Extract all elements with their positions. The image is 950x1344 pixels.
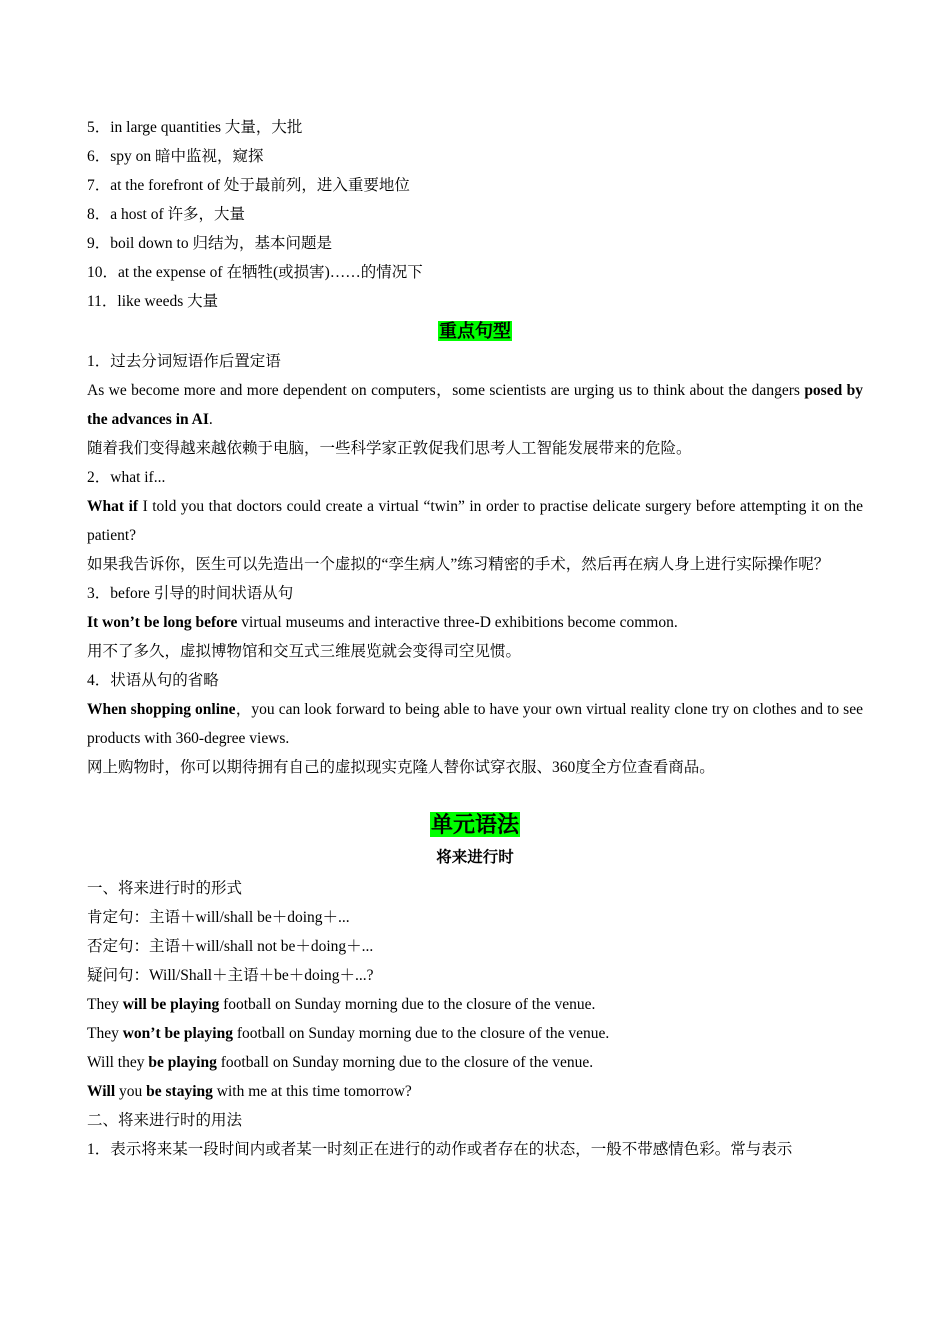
phrase-item: 7．at the forefront of 处于最前列，进入重要地位 (87, 177, 410, 194)
example-text: virtual museums and interactive three-D exhibitions become common. (237, 614, 678, 631)
example-text: I told you that doctors could create a virtual “twin” in order to practise delicate surgery before attempting it on the patient? (87, 498, 863, 544)
phrase-item: 6．spy on 暗中监视，窥探 (87, 148, 264, 165)
grammar-example (87, 1077, 863, 1106)
section-spacer (87, 782, 863, 808)
example-bold: Will (87, 1083, 116, 1100)
key-sentences-heading-text: 重点句型 (439, 321, 511, 341)
sentence-example-zh: 网上购物时，你可以期待拥有自己的虚拟现实克隆人替你试穿衣服、360度全方位查看商品。 (87, 759, 715, 776)
example-text: football on Sunday morning due to the closure of the venue. (216, 1054, 594, 1071)
sentence-example-en (87, 608, 863, 637)
grammar-subheading: 将来进行时 (436, 849, 514, 866)
phrase-item: 5．in large quantities 大量，大批 (87, 119, 303, 136)
grammar-form-negative: 否定句：主语＋will/shall not be＋doing＋... (87, 938, 374, 955)
example-bold: be playing (148, 1054, 217, 1071)
grammar-heading-text: 单元语法 (430, 812, 519, 837)
grammar-form-question: 疑问句：Will/Shall＋主语＋be＋doing＋...? (87, 967, 374, 984)
phrase-item: 11．like weeds 大量 (87, 293, 219, 310)
example-text: As we become more and more dependent on computers，some scientists are urging us to think about the dangers (87, 382, 805, 399)
example-bold: It won’t be long before (87, 614, 238, 631)
grammar-heading (87, 808, 863, 842)
example-bold: be staying (146, 1083, 213, 1100)
sentence-example-zh: 如果我告诉你，医生可以先造出一个虚拟的“孪生病人”练习精密的手术，然后再在病人身上进行实际操作呢？ (87, 556, 830, 573)
grammar-example (87, 1048, 863, 1077)
example-text: They (87, 1025, 123, 1042)
grammar-form-affirmative: 肯定句：主语＋will/shall be＋doing＋... (87, 909, 350, 926)
sentence-example-en (87, 376, 863, 434)
example-text: ，you can look forward to being able to have your own virtual reality clone try on clothes and to see products with 360-degree views. (87, 701, 863, 747)
grammar-usage-item: 1．表示将来某一段时间内或者某一时刻正在进行的动作或者存在的状态，一般不带感情色彩。常与表示 (87, 1141, 793, 1158)
sentence-example-zh: 用不了多久，虚拟博物馆和交互式三维展览就会变得司空见惯。 (87, 643, 522, 660)
example-bold: posed by the advances in AI (87, 382, 863, 428)
grammar-form-title: 一、将来进行时的形式 (87, 880, 243, 897)
example-bold: When shopping online (87, 701, 236, 718)
page-content (87, 113, 863, 1164)
grammar-example (87, 990, 863, 1019)
example-text: football on Sunday morning due to the closure of the venue. (232, 1025, 610, 1042)
grammar-example (87, 1019, 863, 1048)
example-bold: What if (87, 498, 139, 515)
example-text: you (115, 1083, 147, 1100)
example-text: Will they (87, 1054, 149, 1071)
key-sentences-heading (87, 316, 863, 347)
sentence-title: 4．状语从句的省略 (87, 672, 219, 689)
phrase-item: 9．boil down to 归结为，基本问题是 (87, 235, 332, 252)
example-text: . (208, 411, 213, 428)
sentence-title: 1．过去分词短语作后置定语 (87, 353, 281, 370)
phrase-item: 8．a host of 许多，大量 (87, 206, 246, 223)
sentence-example-zh: 随着我们变得越来越依赖于电脑，一些科学家正敦促我们思考人工智能发展带来的危险。 (87, 440, 692, 457)
sentence-example-en (87, 695, 863, 753)
example-text: They (87, 996, 123, 1013)
sentence-title: 3．before 引导的时间状语从句 (87, 585, 294, 602)
sentence-title: 2．what if... (87, 469, 166, 486)
phrase-item: 10．at the expense of 在牺牲(或损害)……的情况下 (87, 264, 423, 281)
grammar-usage-title: 二、将来进行时的用法 (87, 1112, 243, 1129)
sentence-example-en (87, 492, 863, 550)
example-bold: won’t be playing (122, 1025, 233, 1042)
example-text: football on Sunday morning due to the closure of the venue. (219, 996, 596, 1013)
example-text: with me at this time tomorrow? (212, 1083, 412, 1100)
example-bold: will be playing (122, 996, 220, 1013)
